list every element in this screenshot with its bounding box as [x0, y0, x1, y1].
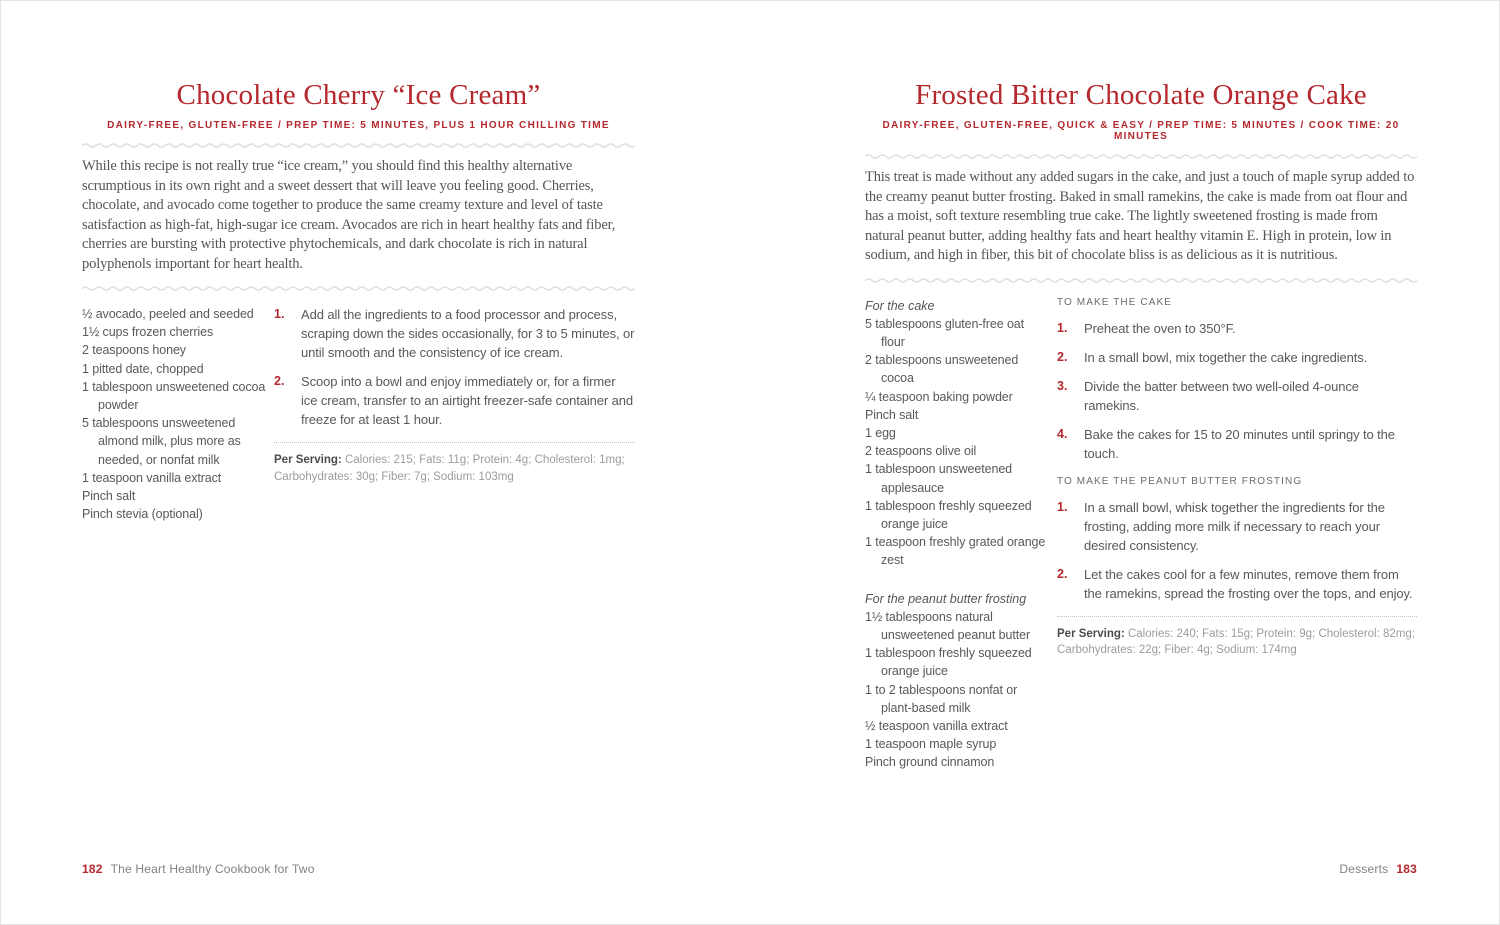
- ingredient-item: 1 teaspoon maple syrup: [865, 737, 997, 752]
- step-text: Preheat the oven to 350°F.: [1084, 320, 1236, 336]
- step-number: 1.: [1057, 320, 1068, 335]
- ingredient-item: 1½ cups frozen cherries: [82, 325, 214, 340]
- footer-right: [1339, 862, 1417, 876]
- left-page: [82, 0, 635, 523]
- step-item: [274, 372, 635, 429]
- per-serving: [274, 452, 635, 485]
- step-item: [1057, 348, 1417, 367]
- ingredient-item: 1 tablespoon unsweetened cocoa powder: [82, 379, 266, 413]
- ingredient-item: Pinch stevia (optional): [82, 507, 203, 522]
- recipe-title: Chocolate Cherry “Ice Cream”: [176, 79, 541, 111]
- step-text: Add all the ingredients to a food processor and process, scraping down the sides occasionally, for 3 to 5 minutes, or until smooth and the consistency of ice cream.: [301, 307, 635, 360]
- per-serving-label: Per Serving:: [274, 454, 342, 466]
- footer-left: [82, 862, 315, 876]
- step-text: Scoop into a bowl and enjoy immediately or, for a firmer ice cream, transfer to an airtight freezer-safe container and freeze for at least 1 hour.: [301, 374, 634, 427]
- step-item: [1057, 565, 1417, 603]
- recipe-body: [865, 297, 1417, 772]
- step-group-frosting: [1057, 476, 1417, 603]
- ingredient-group-cake: [865, 297, 1049, 570]
- step-number: 2.: [1057, 349, 1068, 364]
- step-text: Bake the cakes for 15 to 20 minutes until springy to the touch.: [1084, 426, 1395, 461]
- ingredient-group-header: For the peanut butter frosting: [865, 591, 1027, 606]
- wavy-divider: [82, 284, 635, 291]
- steps-column: [1057, 297, 1417, 772]
- ingredients-list: [865, 315, 1049, 570]
- step-group-header: TO MAKE THE PEANUT BUTTER FROSTING: [1057, 475, 1303, 487]
- step-number: 4.: [1057, 426, 1068, 441]
- ingredient-item: 1 to 2 tablespoons nonfat or plant-based milk: [865, 682, 1018, 715]
- right-page: [865, 0, 1417, 772]
- wavy-divider: [865, 152, 1417, 159]
- dotted-divider: [1057, 616, 1417, 617]
- step-item: [274, 305, 635, 362]
- ingredient-item: 1½ tablespoons natural unsweetened peanut butter: [865, 609, 1031, 642]
- step-number: 2.: [1057, 566, 1068, 581]
- step-item: [1057, 498, 1417, 555]
- steps-column: [274, 305, 635, 523]
- recipe-body: [82, 305, 635, 523]
- ingredient-item: 2 teaspoons olive oil: [865, 444, 977, 459]
- footer-page-number: 183: [1396, 862, 1417, 876]
- ingredient-item: ½ teaspoon vanilla extract: [865, 718, 1008, 733]
- ingredient-item: Pinch ground cinnamon: [865, 755, 995, 770]
- footer-book-title: The Heart Healthy Cookbook for Two: [110, 862, 315, 876]
- step-text: In a small bowl, mix together the cake ingredients.: [1084, 349, 1368, 365]
- ingredient-item: 1 teaspoon freshly grated orange zest: [865, 535, 1046, 568]
- step-item: [1057, 319, 1417, 338]
- ingredient-item: 2 tablespoons unsweetened cocoa: [865, 353, 1019, 386]
- ingredient-item: ½ avocado, peeled and seeded: [82, 307, 254, 321]
- ingredient-item: 1 tablespoon unsweetened applesauce: [865, 462, 1013, 495]
- step-number: 2.: [274, 374, 285, 388]
- step-text: In a small bowl, whisk together the ingredients for the frosting, adding more milk if necessary to reach your desired consistency.: [1084, 499, 1385, 553]
- per-serving-values: Calories: 215; Fats: 11g; Protein: 4g; Cholesterol: 1mg; Carbohydrates: 30g; Fiber: 7g; Sodium: 103mg: [274, 454, 625, 483]
- step-group-cake: [1057, 297, 1417, 463]
- steps-list: [1057, 319, 1417, 463]
- step-number: 1.: [274, 307, 285, 321]
- ingredient-group-frosting: [865, 590, 1049, 772]
- ingredient-item: Pinch salt: [82, 489, 136, 504]
- footer-page-number: 182: [82, 862, 103, 876]
- wavy-divider: [865, 276, 1417, 283]
- step-item: [1057, 425, 1417, 463]
- recipe-intro: While this recipe is not really true “ice cream,” you should find this healthy alternative scrumptious in its own right and a sweet dessert that will leave you feeling good. Cherries, chocolate, and avocado come together to produce the same creamy texture and level of taste satisfaction as high-fat, high-sugar ice cream. Avocados are rich in heart healthy fats and fiber, cherries are bursting with protective phytochemicals, and dark chocolate is rich in natural polyphenols important for heart health.: [82, 158, 616, 272]
- recipe-tagline: DAIRY-FREE, GLUTEN-FREE, QUICK & EASY / PREP TIME: 5 MINUTES / COOK TIME: 20 MINUTES: [882, 120, 1400, 142]
- ingredient-item: 1 egg: [865, 425, 896, 440]
- ingredient-item: Pinch salt: [865, 407, 919, 422]
- step-item: [1057, 377, 1417, 415]
- ingredient-item: 1 pitted date, chopped: [82, 361, 204, 376]
- per-serving-values: Calories: 240; Fats: 15g; Protein: 9g; Cholesterol: 82mg; Carbohydrates: 22g; Fiber: 4g; Sodium: 174mg: [1057, 627, 1415, 656]
- ingredient-item: 5 tablespoons gluten-free oat flour: [865, 316, 1025, 349]
- ingredients-list: [82, 305, 266, 523]
- ingredient-item: 5 tablespoons unsweetened almond milk, plus more as needed, or nonfat milk: [82, 416, 241, 467]
- footer-section-title: Desserts: [1339, 862, 1389, 876]
- wavy-divider: [82, 141, 635, 148]
- ingredient-item: 1 tablespoon freshly squeezed orange juice: [865, 646, 1032, 679]
- dotted-divider: [274, 442, 635, 443]
- ingredient-item: 1 tablespoon freshly squeezed orange juice: [865, 498, 1032, 531]
- ingredient-group-header: For the cake: [865, 298, 935, 313]
- step-text: Let the cakes cool for a few minutes, remove them from the ramekins, spread the frosting over the tops, and enjoy.: [1084, 566, 1413, 601]
- ingredients-column: [865, 297, 1049, 772]
- per-serving-label: Per Serving:: [1057, 627, 1125, 640]
- per-serving: [1057, 626, 1417, 659]
- step-text: Divide the batter between two well-oiled 4-ounce ramekins.: [1084, 378, 1359, 413]
- ingredient-item: 1 teaspoon vanilla extract: [82, 470, 222, 485]
- recipe-title: Frosted Bitter Chocolate Orange Cake: [915, 79, 1367, 111]
- recipe-tagline: DAIRY-FREE, GLUTEN-FREE / PREP TIME: 5 MINUTES, PLUS 1 HOUR CHILLING TIME: [107, 120, 610, 131]
- ingredients-column: [82, 305, 266, 523]
- ingredient-item: ¼ teaspoon baking powder: [865, 389, 1013, 404]
- ingredient-item: 2 teaspoons honey: [82, 343, 186, 358]
- ingredients-list: [865, 608, 1049, 772]
- recipe-intro: This treat is made without any added sugars in the cake, and just a touch of maple syrup added to the creamy peanut butter frosting. Baked in small ramekins, the cake is made from oat flour and has a moist, soft texture resembling true cake. The lightly sweetened frosting is made from natural peanut butter, adding healthy fats and heart healthy vitamin E. High in protein, low in sodium, and high in fiber, this bit of chocolate bliss is as delicious as it is nutritious.: [865, 169, 1415, 263]
- steps-list: [274, 305, 635, 429]
- step-number: 3.: [1057, 378, 1068, 393]
- steps-list: [1057, 498, 1417, 603]
- step-number: 1.: [1057, 499, 1068, 514]
- step-group-header: TO MAKE THE CAKE: [1057, 296, 1173, 308]
